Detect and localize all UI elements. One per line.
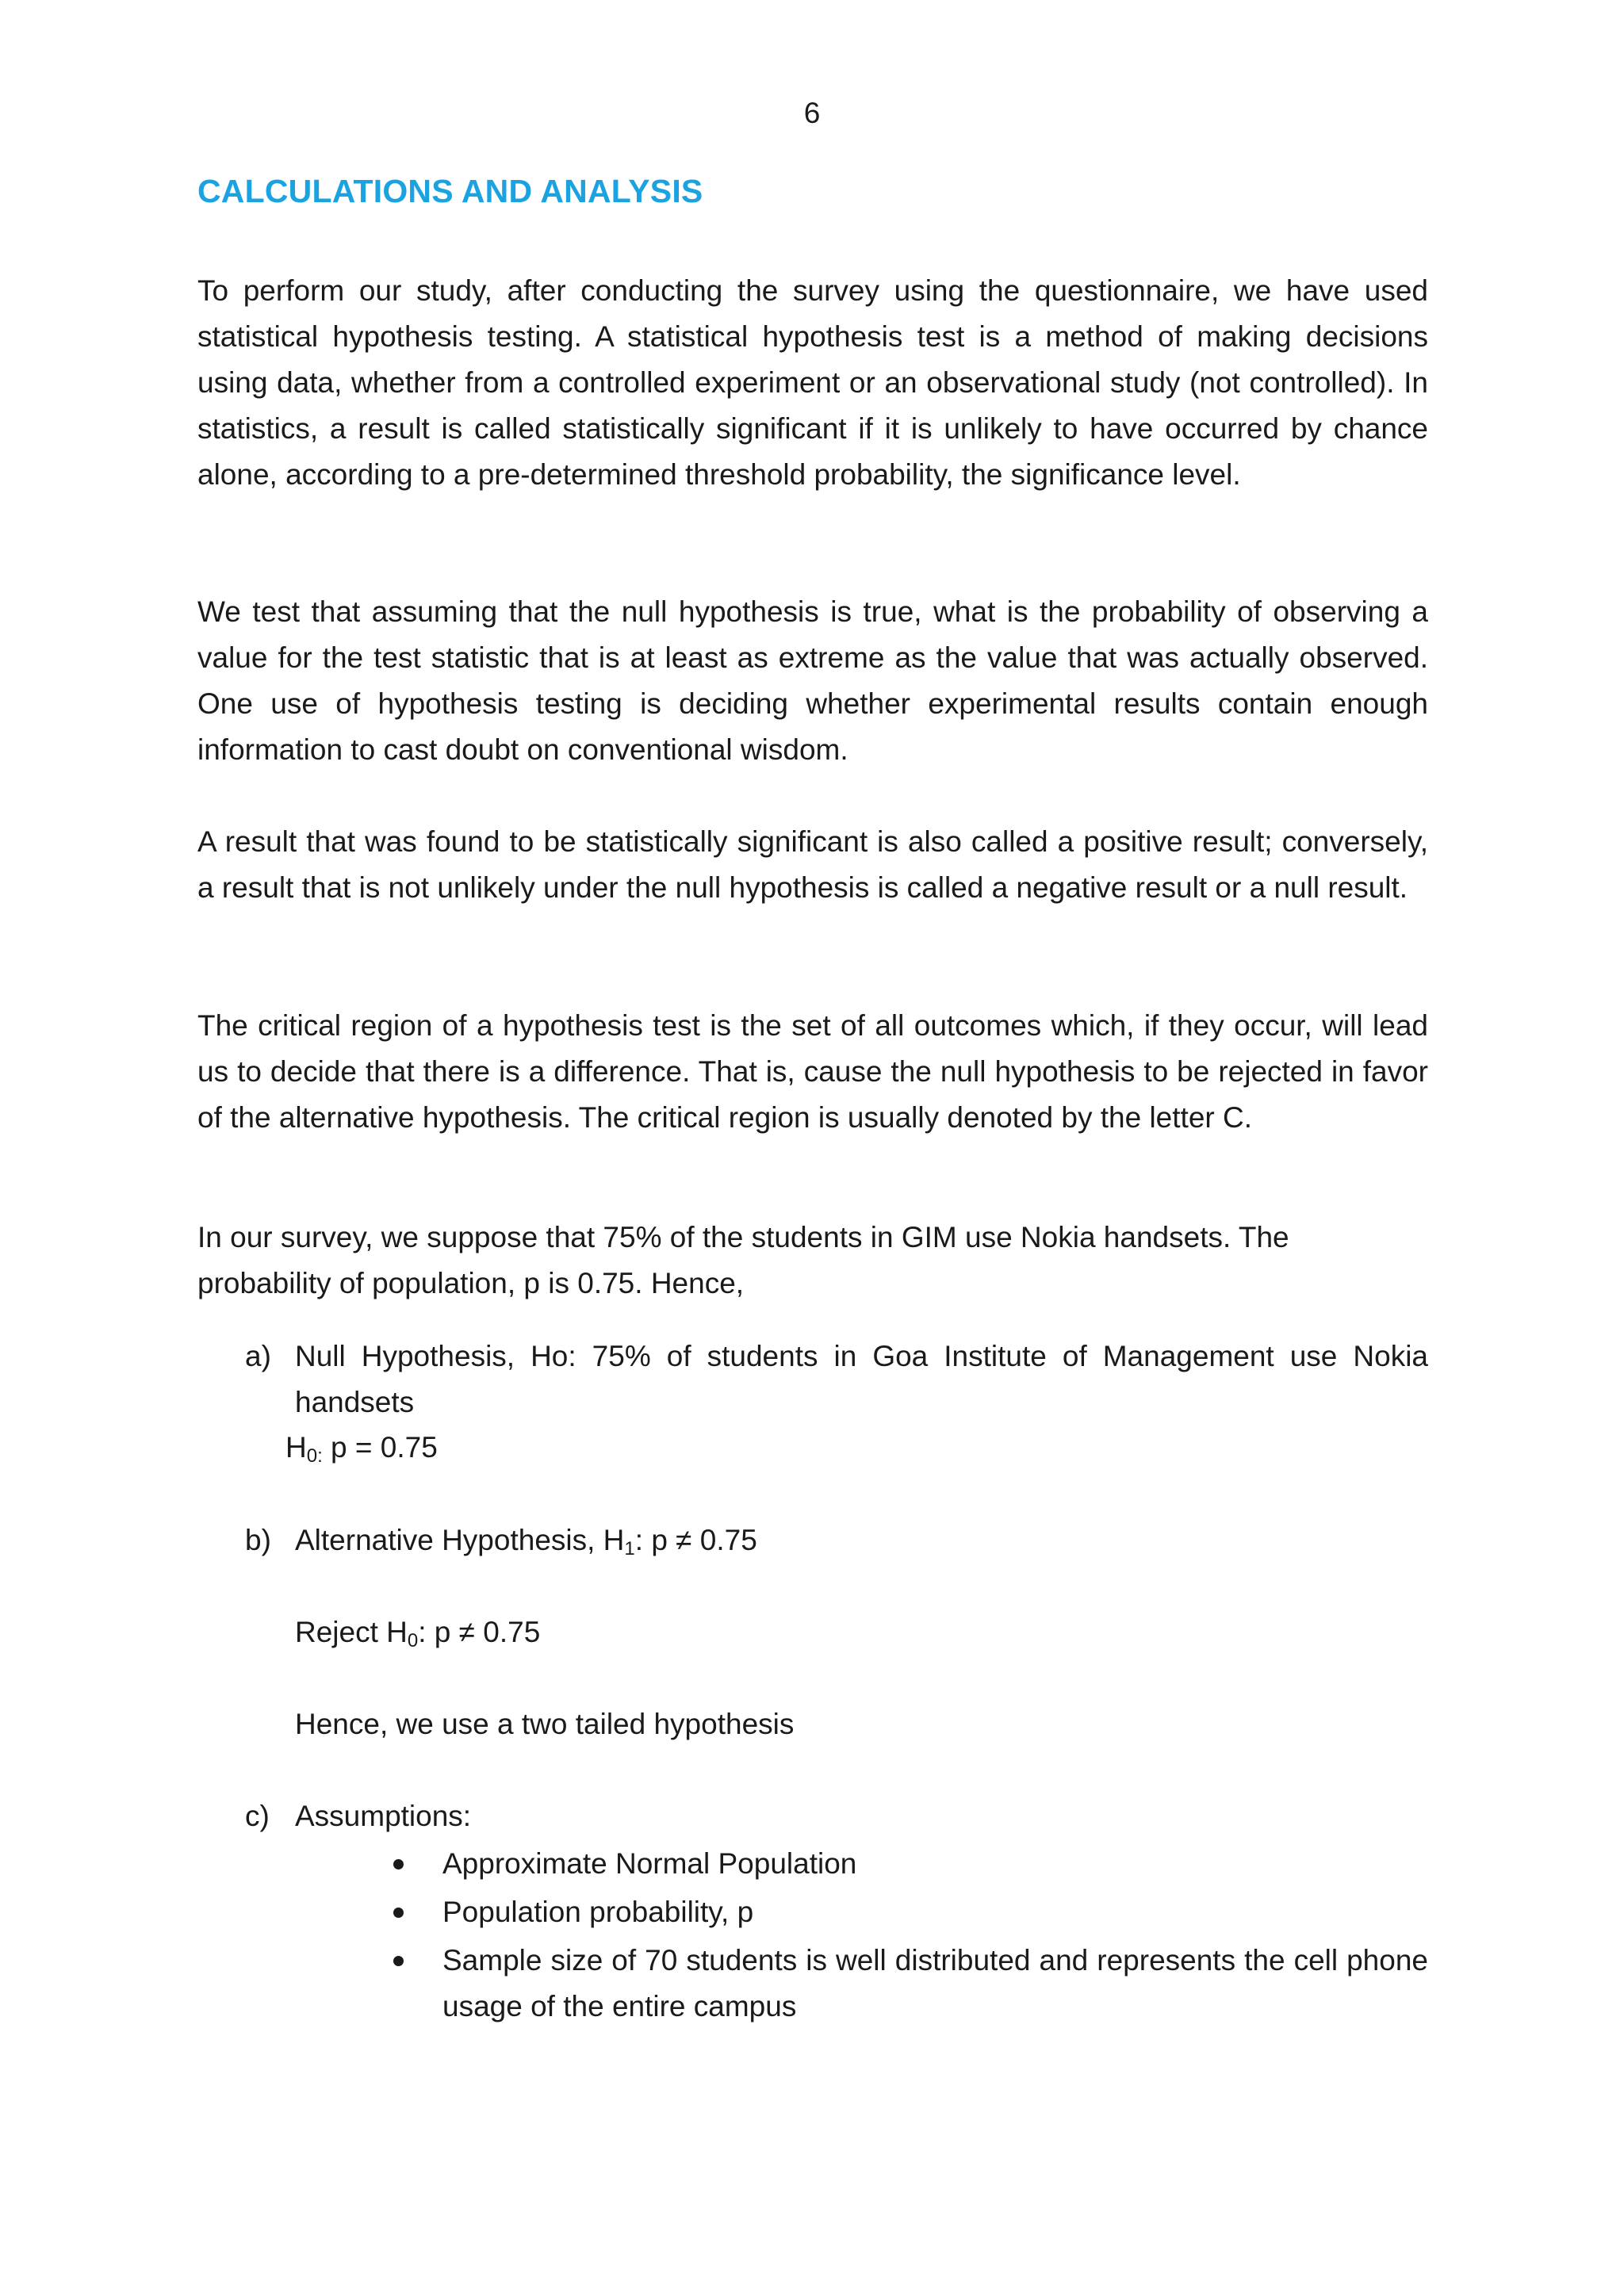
formula-subscript: 0: [306, 1445, 323, 1467]
alt-hypothesis-subscript: 1 [624, 1538, 635, 1559]
assumptions-list [388, 1841, 1428, 2032]
paragraph-critical-region: The critical region of a hypothesis test is the set of all outcomes which, if they occur, will lead us to decide that there is a difference. That is, cause the null hypothesis to be rejected in favor of the alternative hypothesis. The critical region is usually denoted by the letter C. [197, 1009, 1428, 1134]
assumption-text: Sample size of 70 students is well distributed and represents the cell phone usage of the entire campus [442, 1944, 1428, 2022]
list-label-a: a) [245, 1340, 271, 1372]
list-label-c: c) [245, 1800, 270, 1832]
list-item-null-hypothesis: Null Hypothesis, Ho: 75% of students in Goa Institute of Management use Nokia handsets [295, 1340, 1428, 1418]
list-item-assumptions: Assumptions: [295, 1800, 472, 1832]
formula-rest: p = 0.75 [322, 1431, 438, 1464]
section-heading: CALCULATIONS AND ANALYSIS [197, 173, 703, 209]
assumption-text: Population probability, p [442, 1896, 754, 1928]
paragraph-survey-assumption: In our survey, we suppose that 75% of the students in GIM use Nokia handsets. The probability of population, p is 0.75. Hence, [197, 1221, 1289, 1299]
paragraph-null-hypothesis: We test that assuming that the null hypothesis is true, what is the probability of observing a value for the test statistic that is at least as extreme as the value that was actually observed. One use of hypothesis testing is deciding whether experimental results contain enough information to cast doubt on conventional wisdom. [197, 595, 1428, 766]
assumption-item [388, 1841, 1428, 1887]
reject-text: Reject H [295, 1616, 408, 1648]
bullet-icon [393, 1859, 404, 1869]
reject-statement [295, 1609, 1428, 1655]
page-number: 6 [803, 97, 821, 129]
null-hypothesis-formula [285, 1425, 438, 1471]
list-label-b: b) [245, 1524, 271, 1556]
bullet-icon [393, 1908, 404, 1918]
paragraph-hypothesis-testing: To perform our study, after conducting the survey using the questionnaire, we have used statistical hypothesis testing. A statistical hypothesis test is a method of making decisions using data, whether from a controlled experiment or an observational study (not controlled). In statistics, a result is called statistically significant if it is unlikely to have occurred by chance alone, according to a pre-determined threshold probability, the significance level. [197, 274, 1428, 491]
two-tailed-statement: Hence, we use a two tailed hypothesis [295, 1708, 795, 1740]
reject-rest: : p ≠ 0.75 [418, 1616, 541, 1648]
reject-subscript: 0 [407, 1630, 419, 1651]
formula-h: H [285, 1431, 307, 1464]
alt-hypothesis-rest: : p ≠ 0.75 [634, 1524, 757, 1556]
assumption-item [388, 1889, 1428, 1935]
bullet-icon [393, 1956, 404, 1966]
alt-hypothesis-text: Alternative Hypothesis, H [295, 1524, 625, 1556]
list-item-alternative-hypothesis [295, 1517, 1428, 1563]
assumption-item [388, 1938, 1428, 2030]
assumption-text: Approximate Normal Population [442, 1847, 857, 1880]
paragraph-positive-result: A result that was found to be statistically significant is also called a positive result; conversely, a result that is not unlikely under the null hypothesis is called a negative result or a null result. [197, 825, 1428, 904]
